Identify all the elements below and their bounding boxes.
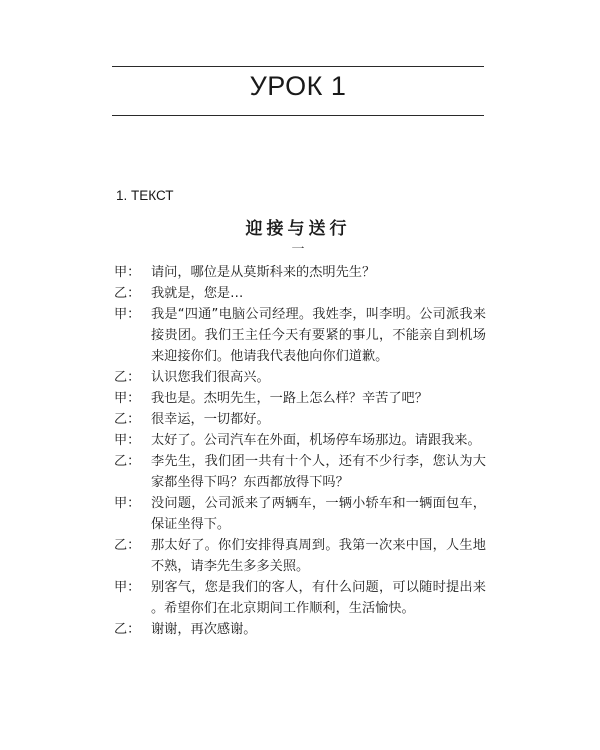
dialogue-line bbox=[114, 493, 486, 535]
utterance-text: 我是“四通”电脑公司经理。我姓李，叫李明。公司派我来接贵团。我们王主任今天有要紧的事儿，不能亲自到机场来迎接你们。他请我代表他向你们道歉。 bbox=[151, 307, 486, 364]
utterance-text: 很幸运，一切都好。 bbox=[151, 412, 270, 427]
dialogue-line bbox=[114, 577, 486, 619]
dialogue-line bbox=[114, 367, 486, 388]
dialogue-line bbox=[114, 619, 486, 640]
utterance-text: 我就是，您是… bbox=[151, 286, 244, 301]
speaker-label: 甲： bbox=[114, 307, 141, 322]
utterance-text: 请问，哪位是从莫斯科来的杰明先生？ bbox=[151, 265, 376, 280]
lesson-title: УРОК 1 bbox=[249, 71, 347, 101]
dialogue-line bbox=[114, 304, 486, 367]
speaker-label: 甲： bbox=[114, 391, 141, 406]
speaker-label: 乙： bbox=[114, 538, 141, 553]
dialogue bbox=[114, 262, 486, 640]
speaker-label: 乙： bbox=[114, 454, 141, 469]
top-rule bbox=[112, 66, 484, 67]
speaker-label: 甲： bbox=[114, 265, 141, 280]
utterance-text: 太好了。公司汽车在外面，机场停车场那边。请跟我来。 bbox=[151, 433, 481, 448]
utterance-text: 没问题，公司派来了两辆车，一辆小轿车和一辆面包车，保证坐得下。 bbox=[151, 496, 486, 532]
speaker-label: 乙： bbox=[114, 286, 141, 301]
utterance-text: 李先生，我们团一共有十个人，还有不少行李，您认为大家都坐得下吗？东西都放得下吗？ bbox=[151, 454, 486, 490]
dialogue-line bbox=[114, 430, 486, 451]
dialogue-line bbox=[114, 388, 486, 409]
utterance-text: 那太好了。你们安排得真周到。我第一次来中国，人生地不熟，请李先生多多关照。 bbox=[151, 538, 486, 574]
speaker-label: 甲： bbox=[114, 580, 141, 595]
speaker-label: 甲： bbox=[114, 496, 141, 511]
bottom-rule bbox=[112, 115, 484, 116]
utterance-text: 别客气，您是我们的客人，有什么问题，可以随时提出来。希望你们在北京期间工作顺利，生活愉快。 bbox=[151, 580, 486, 616]
dialogue-line bbox=[114, 409, 486, 430]
text-title: 迎接与送行 bbox=[245, 219, 351, 239]
speaker-label: 乙： bbox=[114, 622, 141, 637]
dialogue-line bbox=[114, 262, 486, 283]
section-heading: 1. ТЕКСТ bbox=[116, 188, 174, 203]
dialogue-line bbox=[114, 535, 486, 577]
utterance-text: 我也是。杰明先生，一路上怎么样？辛苦了吧？ bbox=[151, 391, 428, 406]
dialogue-line bbox=[114, 451, 486, 493]
dialogue-line bbox=[114, 283, 486, 304]
utterance-text: 谢谢，再次感谢。 bbox=[151, 622, 257, 637]
speaker-label: 甲： bbox=[114, 433, 141, 448]
utterance-text: 认识您我们很高兴。 bbox=[151, 370, 270, 385]
speaker-label: 乙： bbox=[114, 412, 141, 427]
part-number: 一 bbox=[291, 242, 305, 257]
speaker-label: 乙： bbox=[114, 370, 141, 385]
